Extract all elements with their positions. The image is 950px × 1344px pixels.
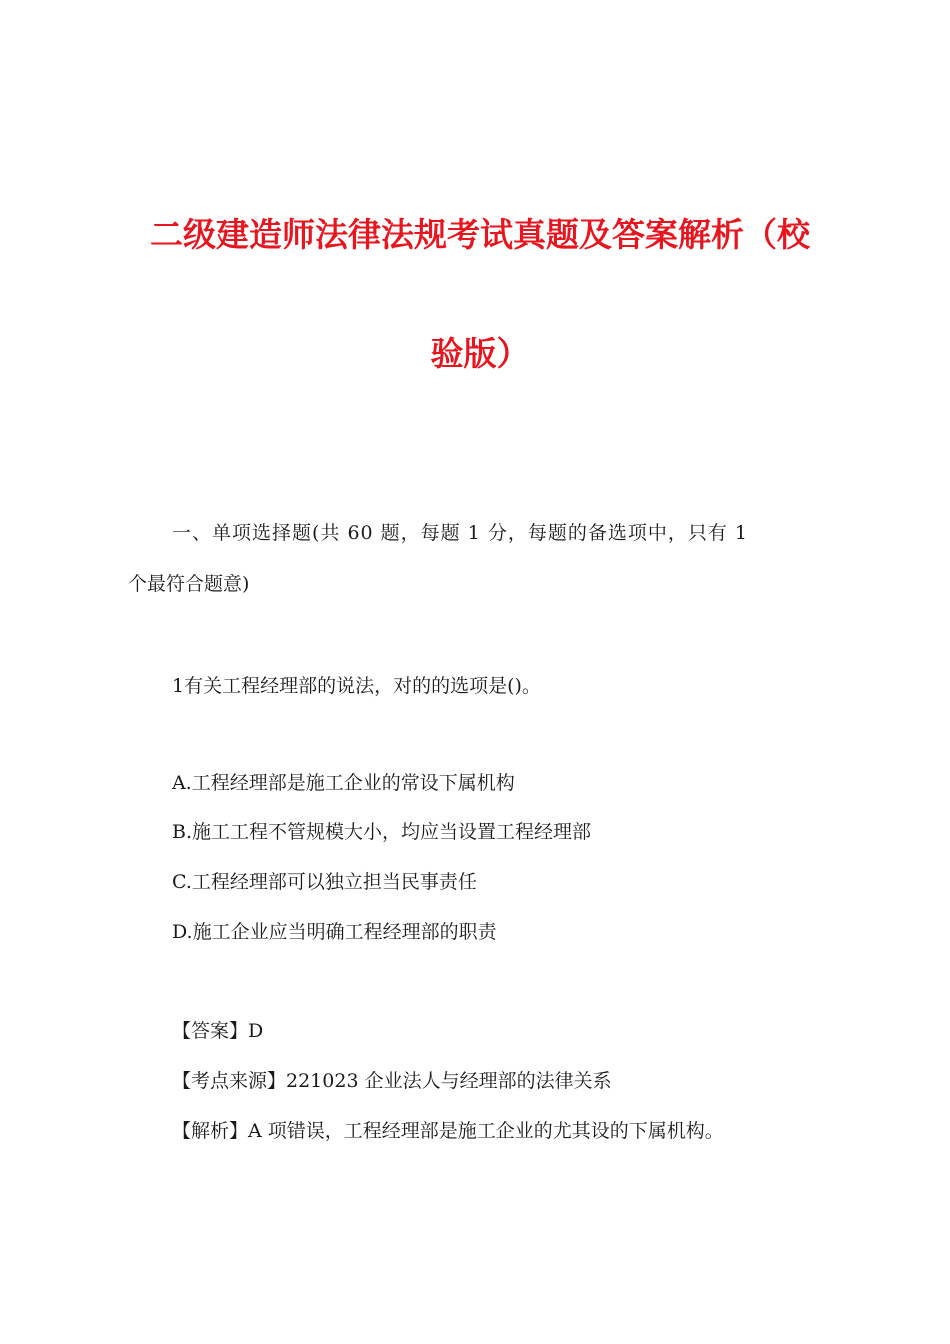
question-1-source: 【考点来源】221023 企业法人与经理部的法律关系 (172, 1070, 612, 1092)
section-heading-line-2: 个最符合题意) (128, 573, 250, 595)
question-1-option-b: B.施工工程不管规模大小，均应当设置工程经理部 (172, 821, 592, 843)
question-1-option-c: C.工程经理部可以独立担当民事责任 (172, 871, 477, 893)
document-title-line-2: 验版） (430, 334, 530, 373)
question-1-explanation: 【解析】A 项错误，工程经理部是施工企业的尤其设的下属机构。 (172, 1120, 724, 1142)
question-1-stem: 1有关工程经理部的说法，对的的选项是()。 (172, 675, 541, 697)
question-1-option-d: D.施工企业应当明确工程经理部的职责 (172, 921, 497, 943)
section-heading-line-1: 一、单项选择题(共 60 题，每题 1 分，每题的备选项中，只有 1 (172, 522, 748, 544)
document-title-line-1: 二级建造师法律法规考试真题及答案解析（校 (150, 215, 810, 254)
question-1-option-a: A.工程经理部是施工企业的常设下属机构 (172, 772, 515, 794)
question-1-answer: 【答案】D (172, 1020, 264, 1042)
